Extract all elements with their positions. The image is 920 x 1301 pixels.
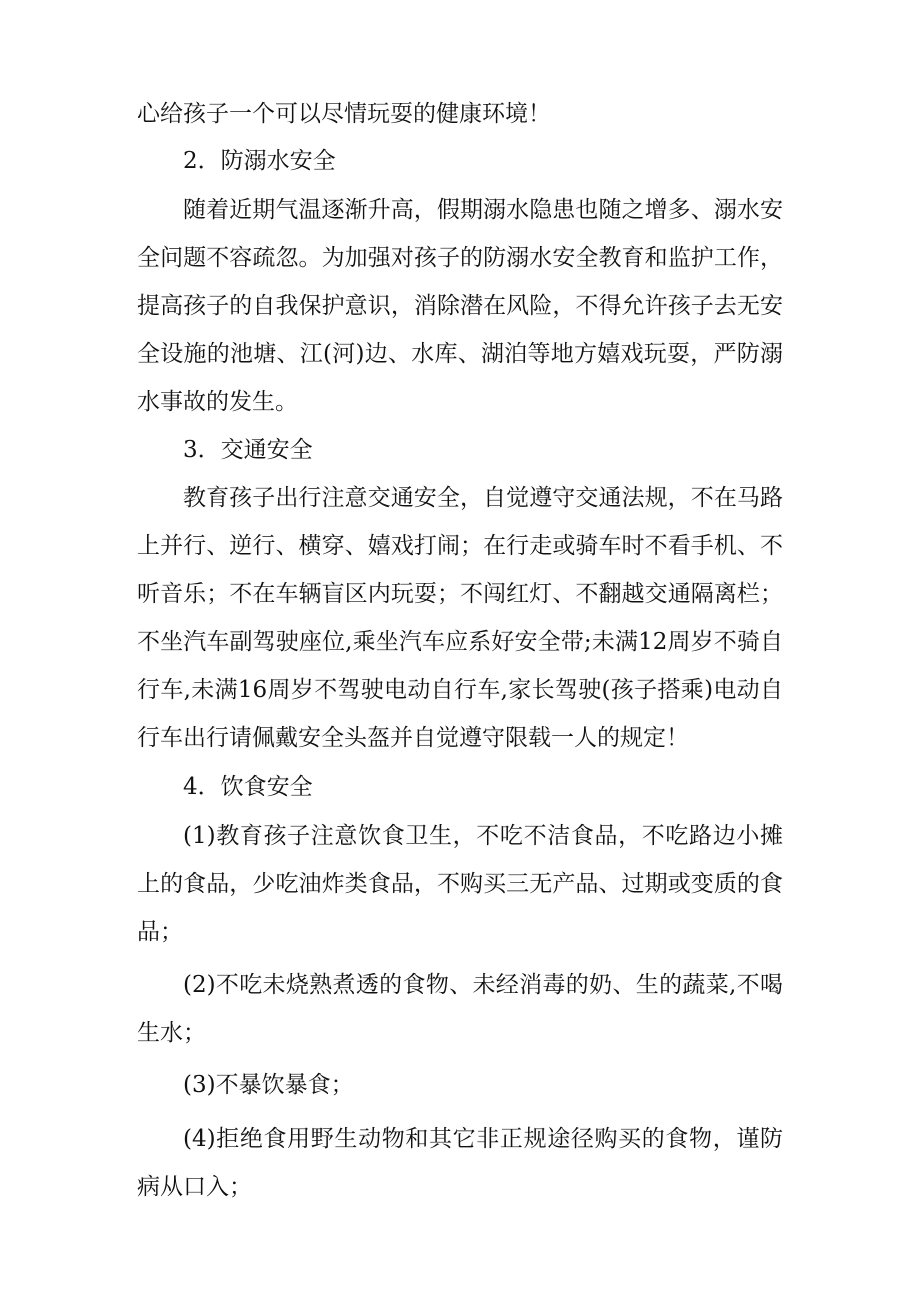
text-line: 生水；: [137, 1020, 206, 1046]
text-line: 提高孩子的自我保护意识，消除潜在风险，不得允许孩子去无安: [137, 293, 783, 319]
text-line: 心给孩子一个可以尽情玩耍的健康环境！: [137, 101, 551, 127]
section-heading-drowning: 2．防溺水安全: [183, 148, 336, 174]
text-line: 全设施的池塘、江(河)边、水库、湖泊等地方嬉戏玩耍，严防溺: [137, 341, 783, 367]
list-item-1: (1)教育孩子注意饮食卫生，不吃不洁食品，不吃路边小摊: [183, 823, 783, 849]
text-line: 上并行、逆行、横穿、嬉戏打闹；在行走或骑车时不看手机、不: [137, 533, 783, 559]
text-line: 听音乐；不在车辆盲区内玩耍；不闯红灯、不翻越交通隔离栏；: [137, 581, 783, 607]
text-line: 全问题不容疏忽。为加强对孩子的防溺水安全教育和监护工作，: [137, 245, 783, 271]
text-line: 上的食品，少吃油炸类食品，不购买三无产品、过期或变质的食: [137, 871, 783, 897]
text-line: 水事故的发生。: [137, 389, 298, 415]
text-line: 不坐汽车副驾驶座位,乘坐汽车应系好安全带;未满12周岁不骑自: [137, 629, 783, 655]
text-line: 品；: [137, 919, 183, 945]
section-heading-food: 4．饮食安全: [183, 774, 313, 800]
text-line: 行车出行请佩戴安全头盔并自觉遵守限载一人的规定！: [137, 725, 689, 751]
text-line: 随着近期气温逐渐升高，假期溺水隐患也随之增多、溺水安: [183, 197, 783, 223]
text-line: 教育孩子出行注意交通安全，自觉遵守交通法规，不在马路: [183, 485, 783, 511]
list-item-2: (2)不吃未烧熟煮透的食物、未经消毒的奶、生的蔬菜,不喝: [183, 972, 783, 998]
text-line: 行车,未满16周岁不驾驶电动自行车,家长驾驶(孩子搭乘)电动自: [137, 677, 783, 703]
section-heading-traffic: 3．交通安全: [183, 437, 313, 463]
text-line: 病从口入；: [137, 1174, 252, 1200]
list-item-4: (4)拒绝食用野生动物和其它非正规途径购买的食物，谨防: [183, 1126, 783, 1152]
list-item-3: (3)不暴饮暴食；: [183, 1072, 354, 1098]
